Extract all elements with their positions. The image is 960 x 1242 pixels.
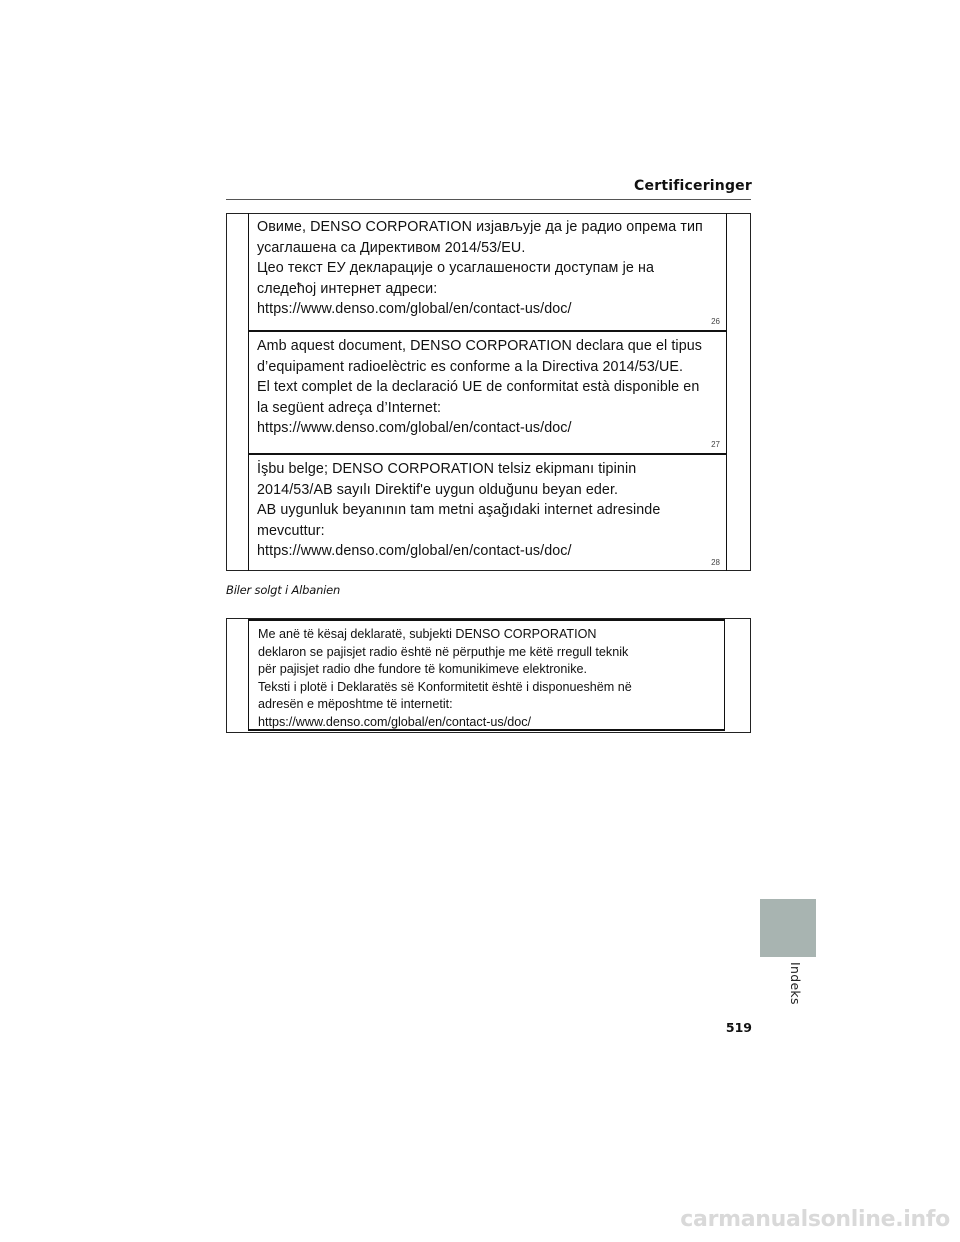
- declaration-panel-serbian: [249, 213, 726, 330]
- declaration-number: 27: [711, 440, 720, 449]
- section-caption-albania: Biler solgt i Albanien: [226, 583, 341, 597]
- declaration-panel-turkish: [249, 453, 726, 571]
- declaration-text: Овиме, DENSO CORPORATION изјављује да је радио опрема тип усаглашена са Директивом 2014/53/EU. Цео текст ЕУ декларације о усаглашености доступам је на следећој интернет адреси: https://www.denso.com/global/en/contact-us/doc/: [257, 219, 703, 317]
- header-divider: [226, 199, 751, 200]
- declaration-text: Amb aquest document, DENSO CORPORATION declara que el tipus d’equipament radioelèctric es conforme a la Directiva 2014/53/UE. El text complet de la declaració UE de conformitat està disponible en la següent adreça d’Internet: https://www.denso.com/global/en/contact-us/doc/: [257, 338, 703, 436]
- declaration-panel-catalan: [249, 330, 726, 453]
- declaration-text: İşbu belge; DENSO CORPORATION telsiz ekipmanı tipinin 2014/53/AB sayılı Direktif'e uygun olduğunu beyan eder. AB uygunluk beyanının tam metni aşağıdaki internet adresinde mevcuttur: https://www.denso.com/global/en/contact-us/doc/: [257, 461, 661, 559]
- index-tab[interactable]: [760, 899, 816, 957]
- watermark: carmanualsonline.info: [680, 1207, 950, 1232]
- index-tab-label: Indeks: [788, 962, 803, 1005]
- albania-box: [248, 619, 725, 731]
- page-header-title: Certificeringer: [634, 178, 752, 194]
- page-number: 519: [725, 1020, 752, 1035]
- declaration-number: 26: [711, 317, 720, 326]
- declaration-number: 28: [711, 558, 720, 567]
- albania-declaration-text: Me anë të kësaj deklaratë, subjekti DENSO CORPORATION deklaron se pajisjet radio është në përputhje me këtë rregull teknik për pajisjet radio dhe fundore të komunikimeve elektronike. Teksti i plotë i Deklaratës së Konformitetit është i disponueshëm në adresën e mëposhtme të internetit: https://www.denso.com/global/en/contact-us/doc/: [258, 627, 632, 729]
- declarations-box: [248, 213, 727, 571]
